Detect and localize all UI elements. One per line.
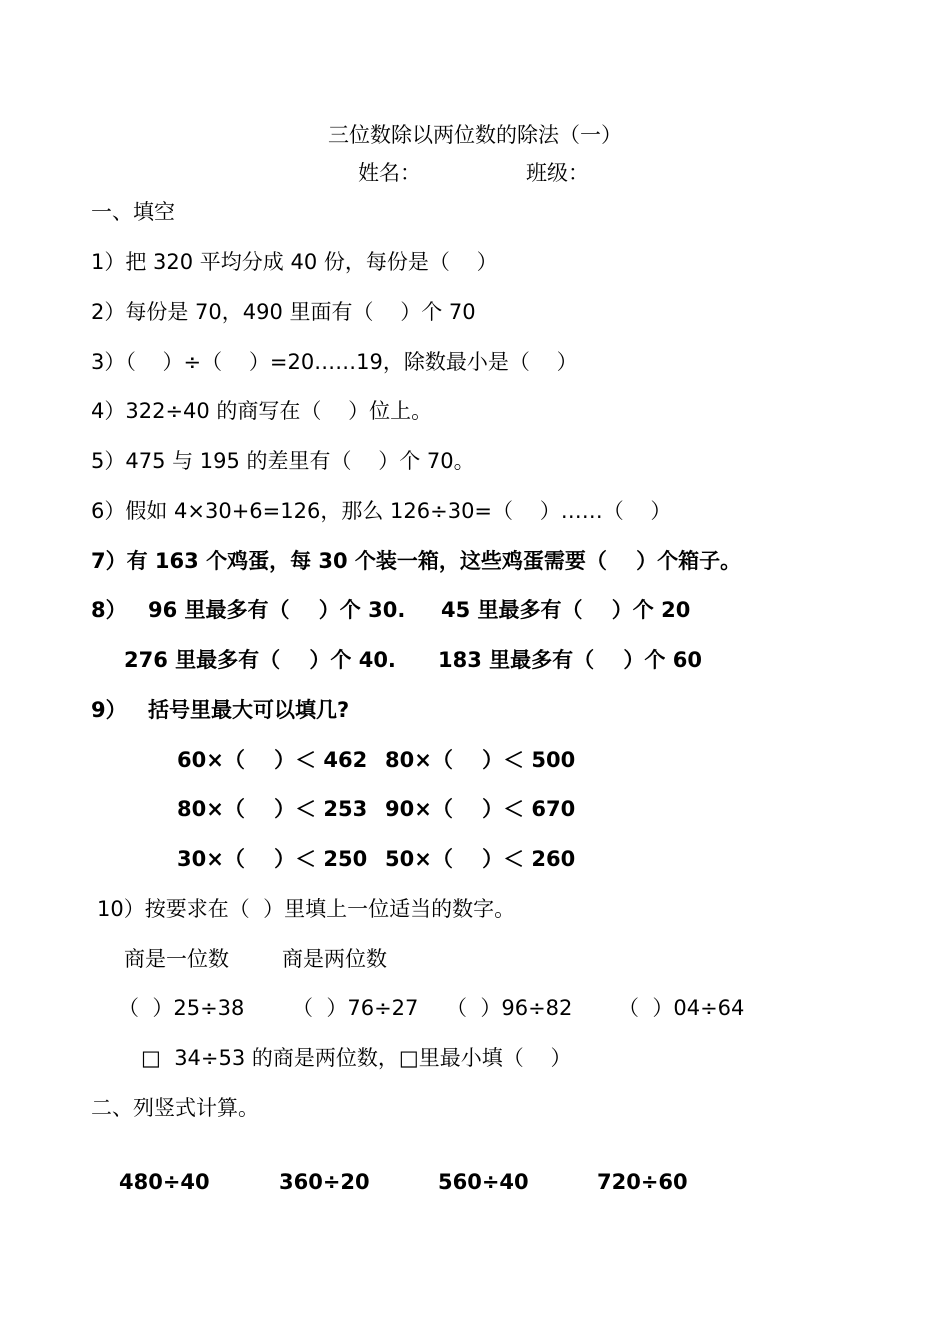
question-9-number: 9）: [91, 698, 127, 722]
question-8d: 183 里最多有（ ）个 60: [438, 648, 702, 672]
question-8b: 45 里最多有（ ）个 20: [441, 598, 691, 622]
calculation-item: 720÷60: [597, 1170, 688, 1194]
question-2: 2）每份是 70，490 里面有（ ）个 70: [91, 300, 476, 324]
question-8c: 276 里最多有（ ）个 40.: [124, 648, 396, 672]
question-9-item: 60×（ ）＜ 462: [177, 748, 368, 772]
question-10-item: （ ）25÷38: [118, 996, 245, 1020]
question-10-label-two-digit: 商是两位数: [282, 947, 387, 971]
calculation-item: 480÷40: [119, 1170, 210, 1194]
section1-heading: 一、填空: [91, 200, 175, 224]
question-8a: 96 里最多有（ ）个 30.: [148, 598, 406, 622]
question-5: 5）475 与 195 的差里有（ ）个 70。: [91, 449, 475, 473]
calculation-item: 560÷40: [438, 1170, 529, 1194]
question-9-item: 80×（ ）＜ 500: [385, 748, 576, 772]
question-9-item: 30×（ ）＜ 250: [177, 847, 368, 871]
question-10-prompt: 10）按要求在（ ）里填上一位适当的数字。: [97, 897, 516, 921]
page-title: 三位数除以两位数的除法（一）: [328, 123, 622, 147]
section2-heading: 二、列竖式计算。: [91, 1096, 259, 1120]
question-9-item: 50×（ ）＜ 260: [385, 847, 576, 871]
question-10-box-line: □ 34÷53 的商是两位数，□里最小填（ ）: [141, 1046, 572, 1070]
name-label: 姓名：: [358, 161, 421, 185]
question-1: 1）把 320 平均分成 40 份，每份是（ ）: [91, 250, 498, 274]
question-10-label-one-digit: 商是一位数: [124, 947, 229, 971]
question-6: 6）假如 4×30+6=126，那么 126÷30=（ ）……（ ）: [91, 499, 672, 523]
question-4: 4）322÷40 的商写在（ ）位上。: [91, 399, 433, 423]
question-8-number: 8）: [91, 598, 127, 622]
calculation-item: 360÷20: [279, 1170, 370, 1194]
question-9-prompt: 括号里最大可以填几?: [148, 698, 350, 722]
question-7: 7）有 163 个鸡蛋，每 30 个装一箱，这些鸡蛋需要（ ）个箱子。: [91, 549, 742, 573]
question-10-item: （ ）96÷82: [446, 996, 573, 1020]
question-3: 3）（ ）÷（ ）=20……19，除数最小是（ ）: [91, 350, 578, 374]
question-10-item: （ ）76÷27: [292, 996, 419, 1020]
question-9-item: 80×（ ）＜ 253: [177, 797, 368, 821]
question-9-item: 90×（ ）＜ 670: [385, 797, 576, 821]
question-10-item: （ ）04÷64: [618, 996, 745, 1020]
class-label: 班级：: [526, 161, 589, 185]
